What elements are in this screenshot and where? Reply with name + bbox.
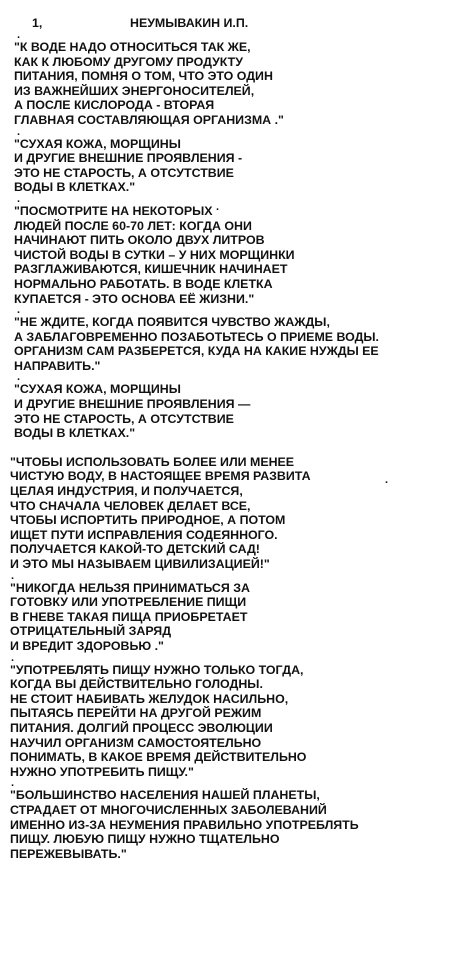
quote-7: "НИКОГДА НЕЛЬЗЯ ПРИНИМАТЬСЯ ЗА ГОТОВКУ ИЛИ УПОТРЕБЛЕНИЕ ПИЩИ В ГНЕВЕ ТАКАЯ ПИЩА ПРИОБРЕТАЕТ ОТРИЦАТЕЛЬНЫЙ ЗАРЯД И ВРЕДИТ ЗДОРОВЬЮ ." [10,580,250,653]
separator-dot: . [11,569,15,582]
quote-9: "БОЛЬШИНСТВО НАСЕЛЕНИЯ НАШЕЙ ПЛАНЕТЫ, СТРАДАЕТ ОТ МНОГОЧИСЛЕННЫХ ЗАБОЛЕВАНИЙ ИМЕННО ИЗ-ЗА НЕУМЕНИЯ ПРАВИЛЬНО УПОТРЕБЛЯТЬ ПИЩУ. ЛЮБУЮ ПИЩУ НУЖНО ТЩАТЕЛЬНО ПЕРЕЖЕВЫВАТЬ." [10,788,359,861]
quote-4: "НЕ ЖДИТЕ, КОГДА ПОЯВИТСЯ ЧУВСТВО ЖАЖДЫ, А ЗАБЛАГОВРЕМЕННО ПОЗАБОТЬТЕСЬ О ПРИЕМЕ ВОДЫ. ОРГАНИЗМ САМ РАЗБЕРЕТСЯ, КУДА НА КАКИЕ НУЖДЫ ЕЕ НАПРАВИТЬ." [14,315,379,373]
separator-dot: . [17,304,21,317]
quote-5: "СУХАЯ КОЖА, МОРЩИНЫ И ДРУГИЕ ВНЕШНИЕ ПРОЯВЛЕНИЯ — ЭТО НЕ СТАРОСТЬ, А ОТСУТСТВИЕ ВОДЫ В КЛЕТКАХ." [14,382,251,441]
separator-dot: . [11,651,15,664]
separator-dot: . [11,777,15,790]
separator-dot: . [17,371,21,384]
separator-dot: . [17,29,21,41]
quote-list-number: 1, [32,16,43,30]
separator-dot: . [17,192,21,205]
quote-list [0,31,460,861]
separator-dot: . [17,125,21,138]
document-header [32,15,452,31]
quote-2: "СУХАЯ КОЖА, МОРЩИНЫ И ДРУГИЕ ВНЕШНИЕ ПРОЯВЛЕНИЯ - ЭТО НЕ СТАРОСТЬ, А ОТСУТСТВИЕ ВОДЫ В КЛЕТКАХ." [14,136,243,195]
stray-dot: . [385,474,389,486]
author-name: НЕУМЫВАКИН И.П. [130,16,249,30]
spacer [0,441,460,455]
quote-1: "К ВОДЕ НАДО ОТНОСИТЬСЯ ТАК ЖЕ, КАК К ЛЮБОМУ ДРУГОМУ ПРОДУКТУ ПИТАНИЯ, ПОМНЯ О ТОМ, ЧТО ЭТО ОДИН ИЗ ВАЖНЕЙШИХ ЭНЕРГОНОСИТЕЛЕЙ, А ПОСЛЕ КИСЛОРОДА - ВТОРАЯ ГЛАВНАЯ СОСТАВЛЯЮЩАЯ ОРГАНИЗМА ." [14,40,284,127]
stray-dot: . [216,201,220,213]
quote-6: "ЧТОБЫ ИСПОЛЬЗОВАТЬ БОЛЕЕ ИЛИ МЕНЕЕ ЧИСТУЮ ВОДУ, В НАСТОЯЩЕЕ ВРЕМЯ РАЗВИТА ЦЕЛАЯ ИНДУСТРИЯ, И ПОЛУЧАЕТСЯ, ЧТО СНАЧАЛА ЧЕЛОВЕК ДЕЛАЕТ ВСЕ, ЧТОБЫ ИСПОРТИТЬ ПРИРОДНОЕ, А ПОТОМ ИЩЕТ ПУТИ ИСПРАВЛЕНИЯ СОДЕЯННОГО. ПОЛУЧАЕТСЯ КАКОЙ-ТО ДЕТСКИЙ САД! И ЭТО МЫ НАЗЫВАЕМ ЦИВИЛИЗАЦИЕЙ!" [10,454,311,571]
quote-3: "ПОСМОТРИТЕ НА НЕКОТОРЫХ ЛЮДЕЙ ПОСЛЕ 60-70 ЛЕТ: КОГДА ОНИ НАЧИНАЮТ ПИТЬ ОКОЛО ДВУХ ЛИТРОВ ЧИСТОЙ ВОДЫ В СУТКИ – У НИХ МОРЩИНКИ РАЗГЛАЖИВАЮТСЯ, КИШЕЧНИК НАЧИНАЕТ НОРМАЛЬНО РАБОТАТЬ. В ВОДЕ КЛЕТКА КУПАЕТСЯ - ЭТО ОСНОВА ЕЁ ЖИЗНИ." [14,203,295,306]
quote-8: "УПОТРЕБЛЯТЬ ПИЩУ НУЖНО ТОЛЬКО ТОГДА, КОГДА ВЫ ДЕЙСТВИТЕЛЬНО ГОЛОДНЫ. НЕ СТОИТ НАБИВАТЬ ЖЕЛУДОК НАСИЛЬНО, ПЫТАЯСЬ ПЕРЕЙТИ НА ДРУГОЙ РЕЖИМ ПИТАНИЯ. ДОЛГИЙ ПРОЦЕСС ЭВОЛЮЦИИ НАУЧИЛ ОРГАНИЗМ САМОСТОЯТЕЛЬНО ПОНИМАТЬ, В КАКОЕ ВРЕМЯ ДЕЙСТВИТЕЛЬНО НУЖНО УПОТРЕБИТЬ ПИЩУ." [10,662,307,779]
